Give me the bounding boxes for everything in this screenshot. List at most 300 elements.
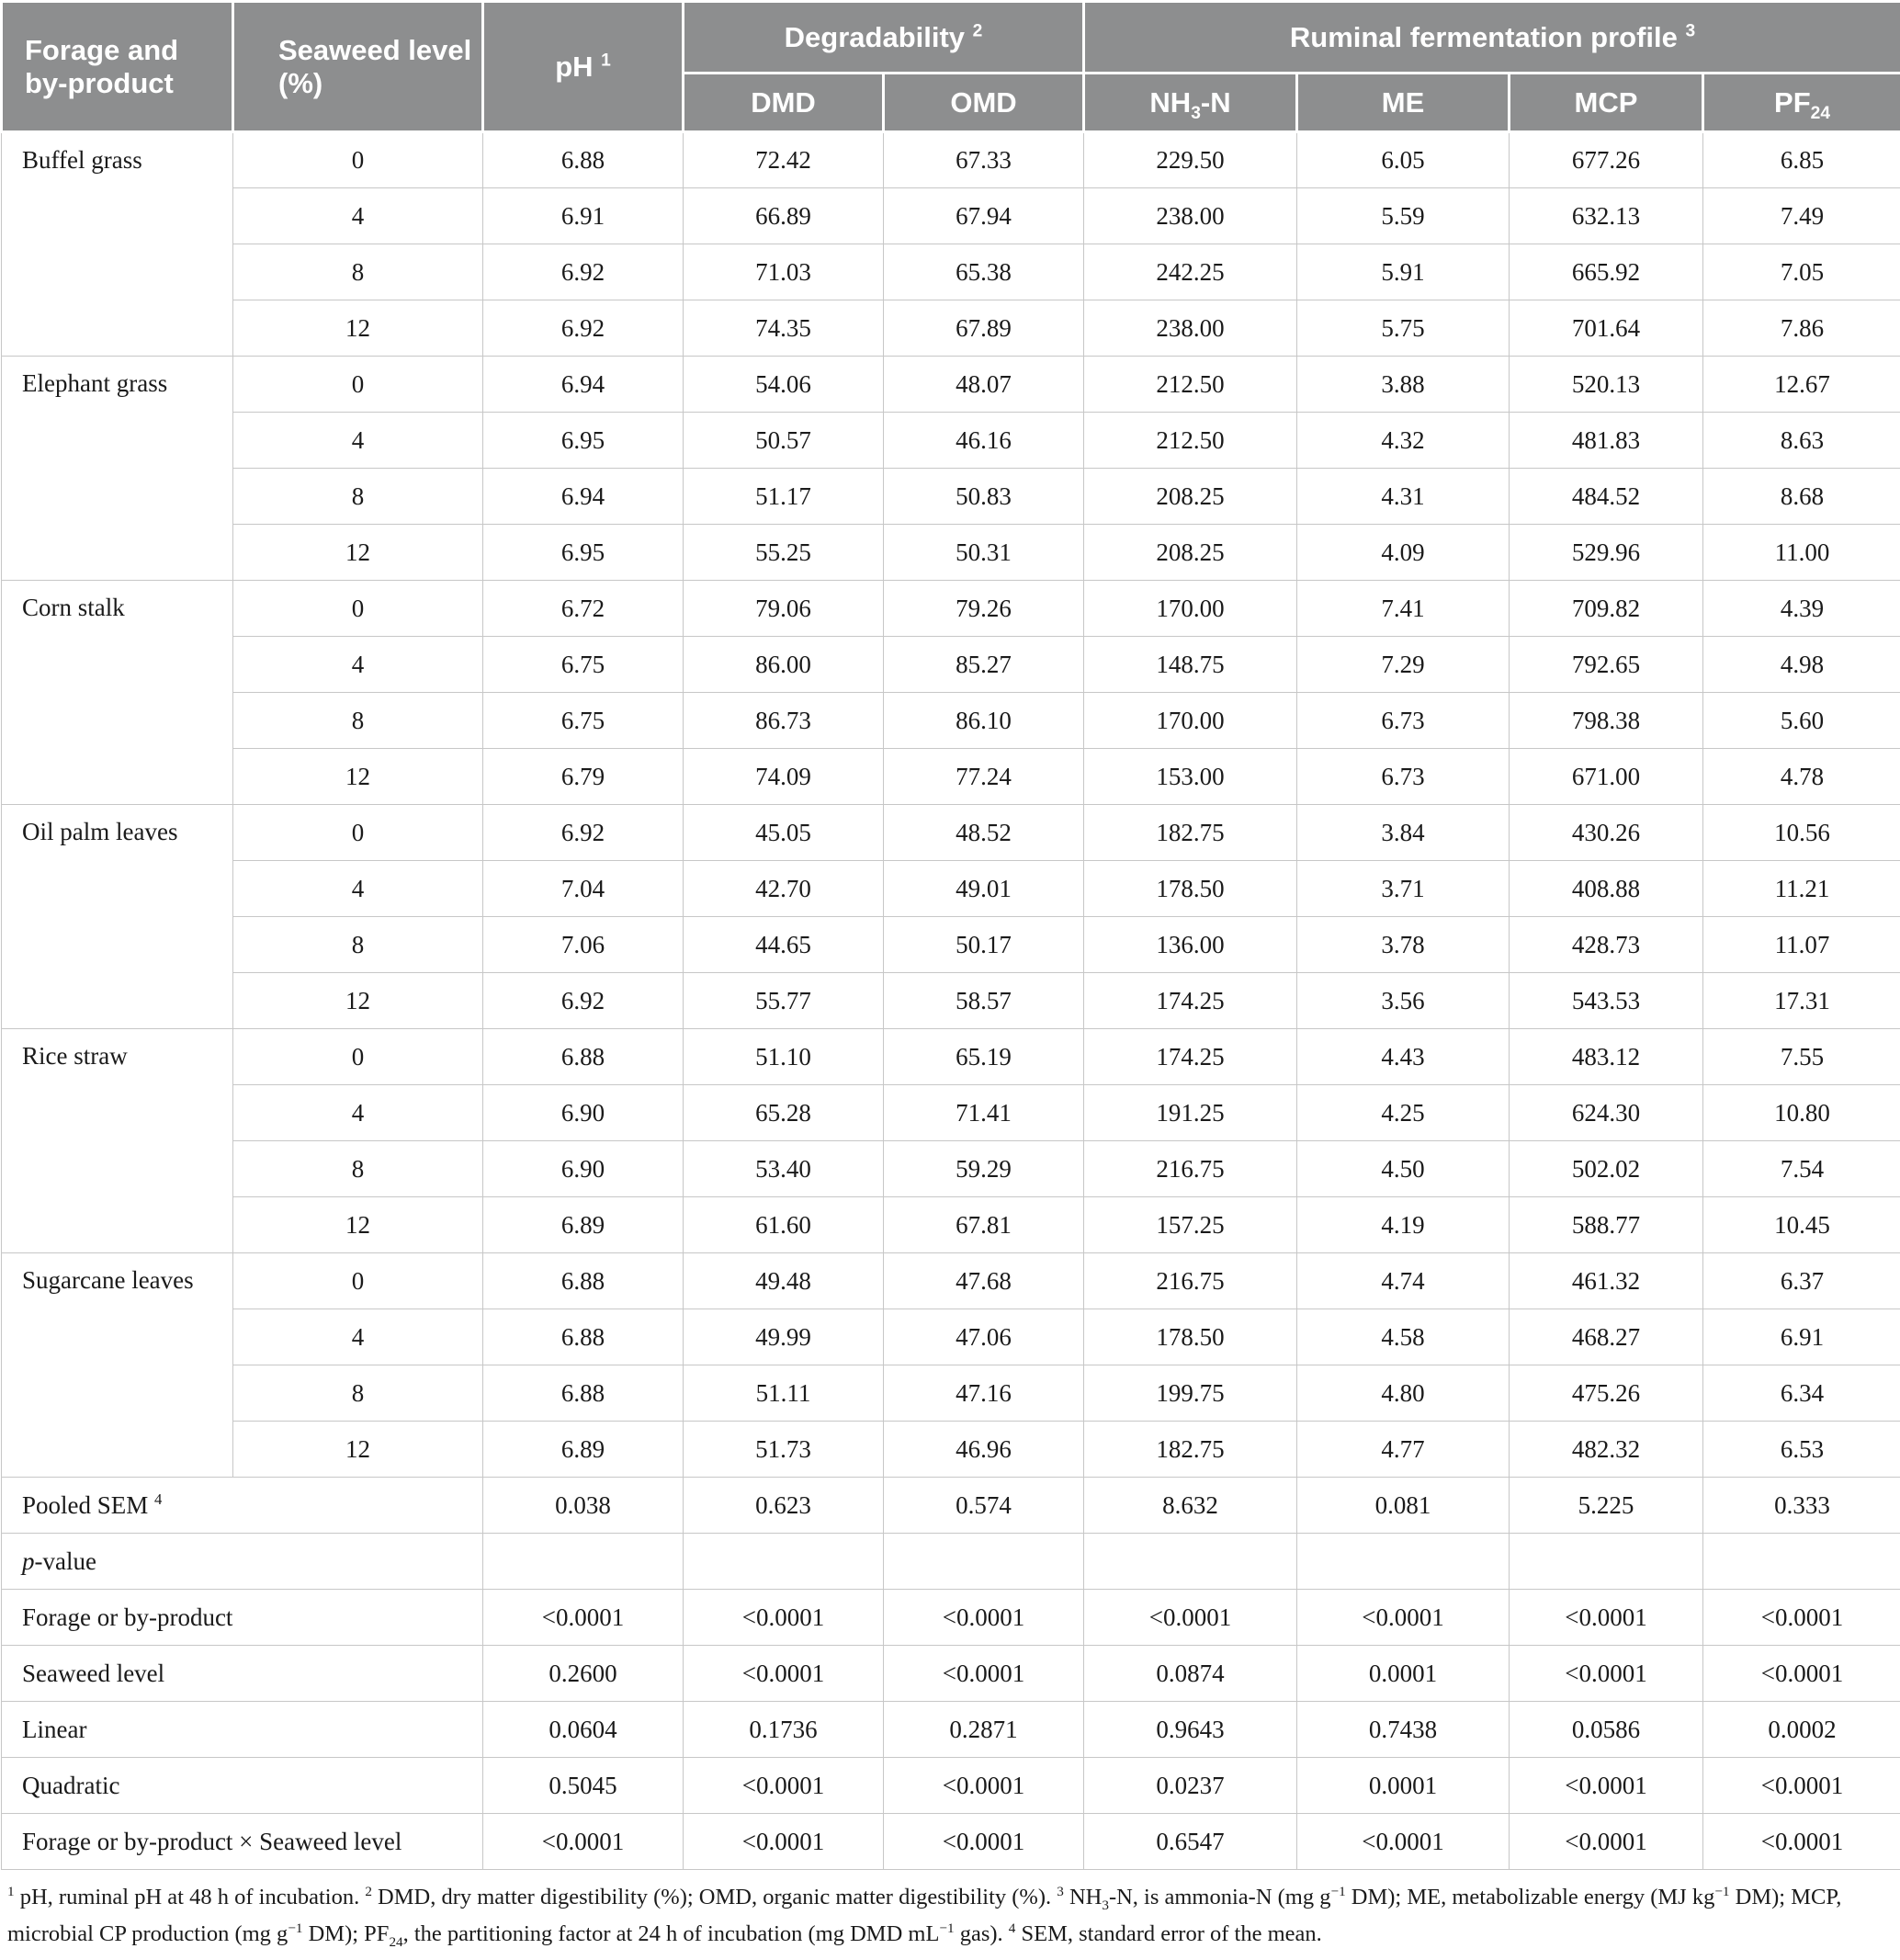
- value-cell: 59.29: [884, 1141, 1084, 1197]
- value-cell: 671.00: [1510, 749, 1703, 805]
- data-row: [2, 805, 1900, 861]
- stat-value-cell: 0.0002: [1703, 1702, 1900, 1758]
- data-row: [2, 1197, 1900, 1253]
- value-cell: 51.10: [684, 1029, 884, 1085]
- stat-value-cell: 0.0237: [1084, 1758, 1297, 1814]
- value-cell: 7.54: [1703, 1141, 1900, 1197]
- forage-name: Elephant grass: [2, 357, 233, 581]
- seaweed-level-cell: 8: [233, 917, 483, 973]
- value-cell: 47.68: [884, 1253, 1084, 1309]
- value-cell: 238.00: [1084, 188, 1297, 244]
- value-cell: 55.25: [684, 525, 884, 581]
- value-cell: 6.90: [483, 1085, 684, 1141]
- value-cell: 6.92: [483, 973, 684, 1029]
- value-cell: 6.90: [483, 1141, 684, 1197]
- data-row: [2, 581, 1900, 637]
- seaweed-level-cell: 0: [233, 1253, 483, 1309]
- value-cell: 65.38: [884, 244, 1084, 300]
- stat-value-cell: <0.0001: [1510, 1758, 1703, 1814]
- value-cell: 148.75: [1084, 637, 1297, 693]
- header-pf24: $PF_{24}$: [1703, 74, 1900, 132]
- value-cell: 72.42: [684, 132, 884, 188]
- value-cell: 7.29: [1297, 637, 1510, 693]
- stat-value-cell: [884, 1534, 1084, 1590]
- stat-row: [2, 1590, 1900, 1646]
- data-row: [2, 300, 1900, 357]
- value-cell: 74.09: [684, 749, 884, 805]
- data-row: [2, 1309, 1900, 1365]
- value-cell: 46.96: [884, 1422, 1084, 1478]
- stat-value-cell: <0.0001: [1084, 1590, 1297, 1646]
- seaweed-level-cell: 8: [233, 244, 483, 300]
- value-cell: 153.00: [1084, 749, 1297, 805]
- seaweed-level-cell: 4: [233, 1309, 483, 1365]
- value-cell: 4.32: [1297, 413, 1510, 469]
- value-cell: 3.78: [1297, 917, 1510, 973]
- value-cell: 50.57: [684, 413, 884, 469]
- stat-value-cell: 0.038: [483, 1478, 684, 1534]
- value-cell: 7.55: [1703, 1029, 1900, 1085]
- table-body: [2, 132, 1900, 1870]
- data-row: [2, 469, 1900, 525]
- stat-value-cell: 8.632: [1084, 1478, 1297, 1534]
- value-cell: 4.39: [1703, 581, 1900, 637]
- value-cell: 4.74: [1297, 1253, 1510, 1309]
- stat-value-cell: 0.2600: [483, 1646, 684, 1702]
- stat-value-cell: <0.0001: [684, 1814, 884, 1870]
- seaweed-level-cell: 8: [233, 693, 483, 749]
- value-cell: 46.16: [884, 413, 1084, 469]
- forage-name: Corn stalk: [2, 581, 233, 805]
- value-cell: 798.38: [1510, 693, 1703, 749]
- stat-value-cell: <0.0001: [884, 1646, 1084, 1702]
- value-cell: 10.56: [1703, 805, 1900, 861]
- value-cell: 543.53: [1510, 973, 1703, 1029]
- value-cell: 55.77: [684, 973, 884, 1029]
- value-cell: 6.73: [1297, 693, 1510, 749]
- stat-row-label: Pooled SEM $^4$: [2, 1478, 483, 1534]
- stat-value-cell: <0.0001: [483, 1590, 684, 1646]
- value-cell: 6.88: [483, 132, 684, 188]
- value-cell: 6.88: [483, 1309, 684, 1365]
- seaweed-level-cell: 12: [233, 973, 483, 1029]
- stat-value-cell: 0.7438: [1297, 1702, 1510, 1758]
- value-cell: 430.26: [1510, 805, 1703, 861]
- stat-value-cell: [1084, 1534, 1297, 1590]
- value-cell: 48.52: [884, 805, 1084, 861]
- value-cell: 6.95: [483, 413, 684, 469]
- header-dmd: DMD: [684, 74, 884, 132]
- data-row: [2, 973, 1900, 1029]
- value-cell: 4.09: [1297, 525, 1510, 581]
- value-cell: 4.19: [1297, 1197, 1510, 1253]
- value-cell: 53.40: [684, 1141, 884, 1197]
- value-cell: 4.78: [1703, 749, 1900, 805]
- value-cell: 8.63: [1703, 413, 1900, 469]
- value-cell: 74.35: [684, 300, 884, 357]
- seaweed-level-cell: 12: [233, 1422, 483, 1478]
- value-cell: 11.00: [1703, 525, 1900, 581]
- header-nh3-n: $NH_3-N$: [1084, 74, 1297, 132]
- value-cell: 588.77: [1510, 1197, 1703, 1253]
- stat-row-label: Forage or by-product × Seaweed level: [2, 1814, 483, 1870]
- stat-value-cell: [1703, 1534, 1900, 1590]
- header-me: ME: [1297, 74, 1510, 132]
- value-cell: 58.57: [884, 973, 1084, 1029]
- stat-row-label: Quadratic: [2, 1758, 483, 1814]
- stat-row: [2, 1814, 1900, 1870]
- value-cell: 6.75: [483, 693, 684, 749]
- value-cell: 51.73: [684, 1422, 884, 1478]
- value-cell: 61.60: [684, 1197, 884, 1253]
- value-cell: 178.50: [1084, 861, 1297, 917]
- value-cell: 44.65: [684, 917, 884, 973]
- header-ruminal-fermentation: Ruminal fermentation profile $^3$: [1084, 2, 1900, 74]
- value-cell: 6.94: [483, 469, 684, 525]
- value-cell: 6.95: [483, 525, 684, 581]
- value-cell: 86.00: [684, 637, 884, 693]
- value-cell: 136.00: [1084, 917, 1297, 973]
- stat-value-cell: 0.0874: [1084, 1646, 1297, 1702]
- value-cell: 10.45: [1703, 1197, 1900, 1253]
- stat-value-cell: 0.0001: [1297, 1646, 1510, 1702]
- value-cell: 170.00: [1084, 693, 1297, 749]
- data-row: [2, 1253, 1900, 1309]
- value-cell: 191.25: [1084, 1085, 1297, 1141]
- stat-value-cell: 0.0586: [1510, 1702, 1703, 1758]
- value-cell: 7.49: [1703, 188, 1900, 244]
- seaweed-level-cell: 0: [233, 1029, 483, 1085]
- stat-row-label: Seaweed level: [2, 1646, 483, 1702]
- stat-value-cell: 0.9643: [1084, 1702, 1297, 1758]
- value-cell: 5.75: [1297, 300, 1510, 357]
- data-row: [2, 525, 1900, 581]
- stat-value-cell: <0.0001: [684, 1646, 884, 1702]
- value-cell: 4.43: [1297, 1029, 1510, 1085]
- data-row: [2, 749, 1900, 805]
- value-cell: 71.03: [684, 244, 884, 300]
- value-cell: 701.64: [1510, 300, 1703, 357]
- forage-name: Rice straw: [2, 1029, 233, 1253]
- stat-value-cell: [1510, 1534, 1703, 1590]
- value-cell: 65.28: [684, 1085, 884, 1141]
- stat-value-cell: <0.0001: [1510, 1814, 1703, 1870]
- value-cell: 624.30: [1510, 1085, 1703, 1141]
- seaweed-level-cell: 4: [233, 861, 483, 917]
- seaweed-level-cell: 4: [233, 637, 483, 693]
- value-cell: 212.50: [1084, 413, 1297, 469]
- value-cell: 49.99: [684, 1309, 884, 1365]
- value-cell: 50.31: [884, 525, 1084, 581]
- stat-row: [2, 1646, 1900, 1702]
- value-cell: 47.16: [884, 1365, 1084, 1422]
- seaweed-level-cell: 12: [233, 525, 483, 581]
- seaweed-level-cell: 8: [233, 1365, 483, 1422]
- value-cell: 6.34: [1703, 1365, 1900, 1422]
- value-cell: 229.50: [1084, 132, 1297, 188]
- value-cell: 67.81: [884, 1197, 1084, 1253]
- value-cell: 6.05: [1297, 132, 1510, 188]
- value-cell: 6.75: [483, 637, 684, 693]
- value-cell: 86.73: [684, 693, 884, 749]
- value-cell: 3.71: [1297, 861, 1510, 917]
- value-cell: 5.60: [1703, 693, 1900, 749]
- value-cell: 475.26: [1510, 1365, 1703, 1422]
- stat-value-cell: <0.0001: [884, 1590, 1084, 1646]
- value-cell: 79.26: [884, 581, 1084, 637]
- value-cell: 6.88: [483, 1253, 684, 1309]
- value-cell: 10.80: [1703, 1085, 1900, 1141]
- value-cell: 482.32: [1510, 1422, 1703, 1478]
- header-omd: OMD: [884, 74, 1084, 132]
- value-cell: 3.84: [1297, 805, 1510, 861]
- stat-value-cell: <0.0001: [684, 1590, 884, 1646]
- stat-value-cell: <0.0001: [483, 1814, 684, 1870]
- value-cell: 49.01: [884, 861, 1084, 917]
- stat-row: [2, 1534, 1900, 1590]
- data-row: [2, 1029, 1900, 1085]
- value-cell: 4.80: [1297, 1365, 1510, 1422]
- value-cell: 7.04: [483, 861, 684, 917]
- value-cell: 6.92: [483, 244, 684, 300]
- value-cell: 49.48: [684, 1253, 884, 1309]
- stat-value-cell: 0.081: [1297, 1478, 1510, 1534]
- value-cell: 665.92: [1510, 244, 1703, 300]
- stat-value-cell: 0.1736: [684, 1702, 884, 1758]
- forage-name: Buffel grass: [2, 132, 233, 357]
- seaweed-level-cell: 4: [233, 1085, 483, 1141]
- value-cell: 7.05: [1703, 244, 1900, 300]
- forage-name: Oil palm leaves: [2, 805, 233, 1029]
- value-cell: 11.21: [1703, 861, 1900, 917]
- stat-value-cell: 0.6547: [1084, 1814, 1297, 1870]
- seaweed-level-cell: 8: [233, 469, 483, 525]
- value-cell: 51.11: [684, 1365, 884, 1422]
- stat-value-cell: <0.0001: [1703, 1758, 1900, 1814]
- value-cell: 208.25: [1084, 469, 1297, 525]
- seaweed-level-cell: 0: [233, 357, 483, 413]
- value-cell: 408.88: [1510, 861, 1703, 917]
- stat-value-cell: <0.0001: [1510, 1590, 1703, 1646]
- value-cell: 199.75: [1084, 1365, 1297, 1422]
- stat-value-cell: <0.0001: [1297, 1814, 1510, 1870]
- value-cell: 174.25: [1084, 973, 1297, 1029]
- value-cell: 157.25: [1084, 1197, 1297, 1253]
- value-cell: 6.37: [1703, 1253, 1900, 1309]
- seaweed-level-cell: 4: [233, 413, 483, 469]
- value-cell: 86.10: [884, 693, 1084, 749]
- value-cell: 174.25: [1084, 1029, 1297, 1085]
- header-forage-byproduct: Forage and by-product: [2, 2, 233, 132]
- value-cell: 6.94: [483, 357, 684, 413]
- value-cell: 71.41: [884, 1085, 1084, 1141]
- stat-value-cell: <0.0001: [1510, 1646, 1703, 1702]
- data-row: [2, 693, 1900, 749]
- value-cell: 7.41: [1297, 581, 1510, 637]
- value-cell: 4.98: [1703, 637, 1900, 693]
- header-seaweed-level: Seaweed level (%): [233, 2, 483, 132]
- stat-row-label: p-value: [2, 1534, 483, 1590]
- data-row: [2, 188, 1900, 244]
- stat-value-cell: 0.0001: [1297, 1758, 1510, 1814]
- value-cell: 4.58: [1297, 1309, 1510, 1365]
- stat-row-label: Forage or by-product: [2, 1590, 483, 1646]
- value-cell: 67.94: [884, 188, 1084, 244]
- stat-row: [2, 1758, 1900, 1814]
- stat-row: [2, 1702, 1900, 1758]
- value-cell: 461.32: [1510, 1253, 1703, 1309]
- stat-value-cell: 0.574: [884, 1478, 1084, 1534]
- value-cell: 6.79: [483, 749, 684, 805]
- header-ph: pH $^1$: [483, 2, 684, 132]
- value-cell: 4.77: [1297, 1422, 1510, 1478]
- forage-name: Sugarcane leaves: [2, 1253, 233, 1478]
- seaweed-level-cell: 0: [233, 805, 483, 861]
- value-cell: 48.07: [884, 357, 1084, 413]
- value-cell: 17.31: [1703, 973, 1900, 1029]
- value-cell: 45.05: [684, 805, 884, 861]
- value-cell: 216.75: [1084, 1141, 1297, 1197]
- stat-row-label: Linear: [2, 1702, 483, 1758]
- seaweed-level-cell: 12: [233, 1197, 483, 1253]
- data-row: [2, 1422, 1900, 1478]
- data-row: [2, 637, 1900, 693]
- value-cell: 67.89: [884, 300, 1084, 357]
- data-row: [2, 1141, 1900, 1197]
- value-cell: 481.83: [1510, 413, 1703, 469]
- value-cell: 520.13: [1510, 357, 1703, 413]
- seaweed-level-cell: 4: [233, 188, 483, 244]
- value-cell: 216.75: [1084, 1253, 1297, 1309]
- value-cell: 5.59: [1297, 188, 1510, 244]
- value-cell: 79.06: [684, 581, 884, 637]
- value-cell: 428.73: [1510, 917, 1703, 973]
- header-row-top: [2, 2, 1900, 74]
- seaweed-level-cell: 0: [233, 581, 483, 637]
- stat-value-cell: <0.0001: [884, 1814, 1084, 1870]
- value-cell: 6.88: [483, 1365, 684, 1422]
- value-cell: 6.92: [483, 300, 684, 357]
- seaweed-level-cell: 12: [233, 300, 483, 357]
- value-cell: 8.68: [1703, 469, 1900, 525]
- seaweed-level-cell: 8: [233, 1141, 483, 1197]
- value-cell: 6.91: [483, 188, 684, 244]
- value-cell: 212.50: [1084, 357, 1297, 413]
- stat-value-cell: 0.623: [684, 1478, 884, 1534]
- stat-value-cell: 5.225: [1510, 1478, 1703, 1534]
- value-cell: 51.17: [684, 469, 884, 525]
- stat-value-cell: [684, 1534, 884, 1590]
- stat-value-cell: [1297, 1534, 1510, 1590]
- value-cell: 4.25: [1297, 1085, 1510, 1141]
- value-cell: 3.88: [1297, 357, 1510, 413]
- value-cell: 792.65: [1510, 637, 1703, 693]
- value-cell: 632.13: [1510, 188, 1703, 244]
- value-cell: 77.24: [884, 749, 1084, 805]
- value-cell: 50.83: [884, 469, 1084, 525]
- value-cell: 11.07: [1703, 917, 1900, 973]
- header-mcp: MCP: [1510, 74, 1703, 132]
- data-row: [2, 1365, 1900, 1422]
- value-cell: 484.52: [1510, 469, 1703, 525]
- value-cell: 529.96: [1510, 525, 1703, 581]
- value-cell: 6.88: [483, 1029, 684, 1085]
- value-cell: 67.33: [884, 132, 1084, 188]
- value-cell: 6.89: [483, 1422, 684, 1478]
- value-cell: 6.73: [1297, 749, 1510, 805]
- data-row: [2, 861, 1900, 917]
- value-cell: 208.25: [1084, 525, 1297, 581]
- value-cell: 182.75: [1084, 805, 1297, 861]
- value-cell: 6.89: [483, 1197, 684, 1253]
- seaweed-level-cell: 0: [233, 132, 483, 188]
- header-degradability: Degradability $^2$: [684, 2, 1084, 74]
- data-row: [2, 357, 1900, 413]
- value-cell: 7.06: [483, 917, 684, 973]
- value-cell: 4.31: [1297, 469, 1510, 525]
- footnote: $^1$ pH, ruminal pH at 48 h of incubation. $^2$ DMD, dry matter digestibility (%); OMD, organic matter digestibility (%). $^3$ $NH_3-N$, is ammonia-N (mg $g^{-1}$ DM); ME, metabolizable energy (MJ $kg^{-1}$ DM); MCP, microbial CP production (mg $g^{-1}$ DM); $PF_{24}$, the partitioning factor at 24 h of incubation (mg DMD $mL^{-1}$ gas). $^4$ SEM, standard error of the mean.: [7, 1883, 1842, 1950]
- stat-value-cell: 0.5045: [483, 1758, 684, 1814]
- stat-value-cell: <0.0001: [1297, 1590, 1510, 1646]
- value-cell: 238.00: [1084, 300, 1297, 357]
- stat-value-cell: <0.0001: [684, 1758, 884, 1814]
- stat-value-cell: 0.0604: [483, 1702, 684, 1758]
- data-row: [2, 1085, 1900, 1141]
- value-cell: 42.70: [684, 861, 884, 917]
- value-cell: 66.89: [684, 188, 884, 244]
- value-cell: 5.91: [1297, 244, 1510, 300]
- stat-value-cell: <0.0001: [884, 1758, 1084, 1814]
- value-cell: 6.91: [1703, 1309, 1900, 1365]
- stat-value-cell: [483, 1534, 684, 1590]
- value-cell: 50.17: [884, 917, 1084, 973]
- value-cell: 6.85: [1703, 132, 1900, 188]
- value-cell: 4.50: [1297, 1141, 1510, 1197]
- stat-value-cell: <0.0001: [1703, 1590, 1900, 1646]
- stat-value-cell: <0.0001: [1703, 1646, 1900, 1702]
- data-row: [2, 132, 1900, 188]
- value-cell: 85.27: [884, 637, 1084, 693]
- value-cell: 242.25: [1084, 244, 1297, 300]
- data-row: [2, 244, 1900, 300]
- value-cell: 6.72: [483, 581, 684, 637]
- stat-value-cell: <0.0001: [1703, 1814, 1900, 1870]
- stat-value-cell: 0.2871: [884, 1702, 1084, 1758]
- value-cell: 6.53: [1703, 1422, 1900, 1478]
- value-cell: 7.86: [1703, 300, 1900, 357]
- stat-row: [2, 1478, 1900, 1534]
- value-cell: 54.06: [684, 357, 884, 413]
- value-cell: 182.75: [1084, 1422, 1297, 1478]
- value-cell: 3.56: [1297, 973, 1510, 1029]
- value-cell: 502.02: [1510, 1141, 1703, 1197]
- value-cell: 178.50: [1084, 1309, 1297, 1365]
- value-cell: 483.12: [1510, 1029, 1703, 1085]
- data-row: [2, 413, 1900, 469]
- seaweed-level-cell: 12: [233, 749, 483, 805]
- table-header: [2, 2, 1900, 132]
- value-cell: 170.00: [1084, 581, 1297, 637]
- value-cell: 468.27: [1510, 1309, 1703, 1365]
- value-cell: 12.67: [1703, 357, 1900, 413]
- value-cell: 709.82: [1510, 581, 1703, 637]
- data-row: [2, 917, 1900, 973]
- value-cell: 6.92: [483, 805, 684, 861]
- value-cell: 47.06: [884, 1309, 1084, 1365]
- value-cell: 65.19: [884, 1029, 1084, 1085]
- stat-value-cell: 0.333: [1703, 1478, 1900, 1534]
- value-cell: 677.26: [1510, 132, 1703, 188]
